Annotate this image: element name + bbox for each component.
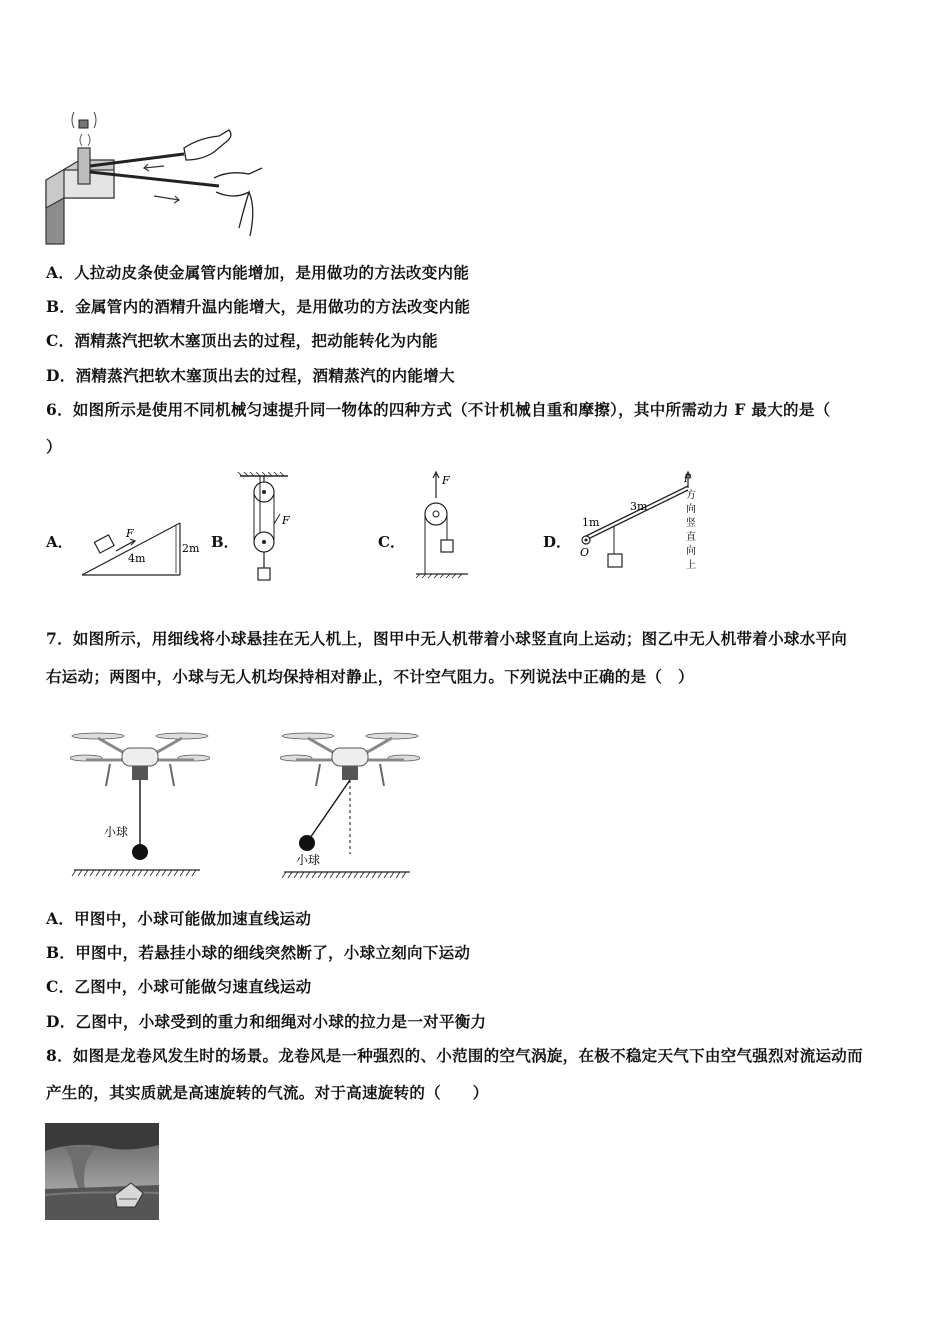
q6-label-d: D． — [543, 533, 572, 551]
lever-note-2: 向 — [686, 504, 696, 515]
lever-note-1: 方 — [686, 490, 696, 501]
lever-force-label: F — [684, 474, 691, 485]
q6-label-c: C． — [378, 533, 405, 551]
incline-length-label: 4m — [128, 552, 146, 565]
q6-stem-line1: 6．如图所示是使用不同机械匀速提升同一物体的四种方式（不计机械自重和摩擦），其中所需动力 F 最大的是（ — [46, 400, 831, 419]
lever-note-4: 直 — [686, 532, 696, 543]
drone-horizontal-figure — [280, 724, 420, 884]
movable-pulley-force-label: F — [442, 474, 450, 487]
q7-option-c: C．乙图中，小球可能做匀速直线运动 — [46, 977, 312, 996]
incline-figure — [80, 515, 200, 581]
q8-stem-line2: 产生的，其实质就是高速旋转的气流。对于高速旋转的（ ） — [46, 1083, 489, 1102]
movable-pulley-figure — [414, 470, 474, 580]
q5-option-b: B．金属管内的酒精升温内能增大，是用做功的方法改变内能 — [46, 297, 471, 316]
q6-label-a: A． — [46, 533, 73, 551]
q6-label-b: B． — [211, 533, 239, 551]
lever-note-3: 竖 — [686, 518, 696, 529]
q7-option-d: D．乙图中，小球受到的重力和细绳对小球的拉力是一对平衡力 — [46, 1012, 487, 1031]
lever-pivot-label: O — [580, 546, 590, 559]
lever-note-6: 上 — [686, 560, 696, 571]
q7-option-b: B．甲图中，若悬挂小球的细线突然断了，小球立刻向下运动 — [46, 943, 471, 962]
q5-option-d: D．酒精蒸汽把软木塞顶出去的过程，酒精蒸汽的内能增大 — [46, 366, 455, 385]
lever-figure — [576, 470, 706, 584]
incline-height-label: 2m — [182, 542, 200, 555]
q5-option-a: A．人拉动皮条使金属管内能增加，是用做功的方法改变内能 — [46, 263, 470, 282]
tornado-photo — [45, 1123, 159, 1220]
ball-label-right: 小球 — [296, 853, 321, 867]
ball-label-left: 小球 — [104, 825, 129, 839]
friction-experiment-figure — [44, 108, 266, 248]
q7-stem-line1: 7．如图所示，用细线将小球悬挂在无人机上，图甲中无人机带着小球竖直向上运动；图乙中无人机带着小球水平向 — [46, 629, 848, 648]
lever-note-5: 向 — [686, 546, 696, 557]
lever-short-arm-label: 1m — [582, 516, 600, 529]
q7-option-a: A．甲图中，小球可能做加速直线运动 — [46, 909, 312, 928]
pulley-block-figure — [236, 472, 306, 584]
lever-long-arm-label: 3m — [630, 500, 648, 513]
drone-vertical-figure — [70, 724, 210, 880]
q5-option-c: C．酒精蒸汽把软木塞顶出去的过程，把动能转化为内能 — [46, 331, 438, 350]
q8-stem-line1: 8．如图是龙卷风发生时的场景。龙卷风是一种强烈的、小范围的空气涡旋，在极不稳定天气下由空气强烈对流运动而 — [46, 1046, 863, 1065]
q7-stem-line2: 右运动；两图中，小球与无人机均保持相对静止，不计空气阻力。下列说法中正确的是（ ） — [46, 667, 694, 686]
pulley-block-force-label: F — [282, 514, 290, 527]
incline-force-label: F — [126, 527, 134, 540]
q6-stem-line2: ） — [46, 437, 62, 456]
